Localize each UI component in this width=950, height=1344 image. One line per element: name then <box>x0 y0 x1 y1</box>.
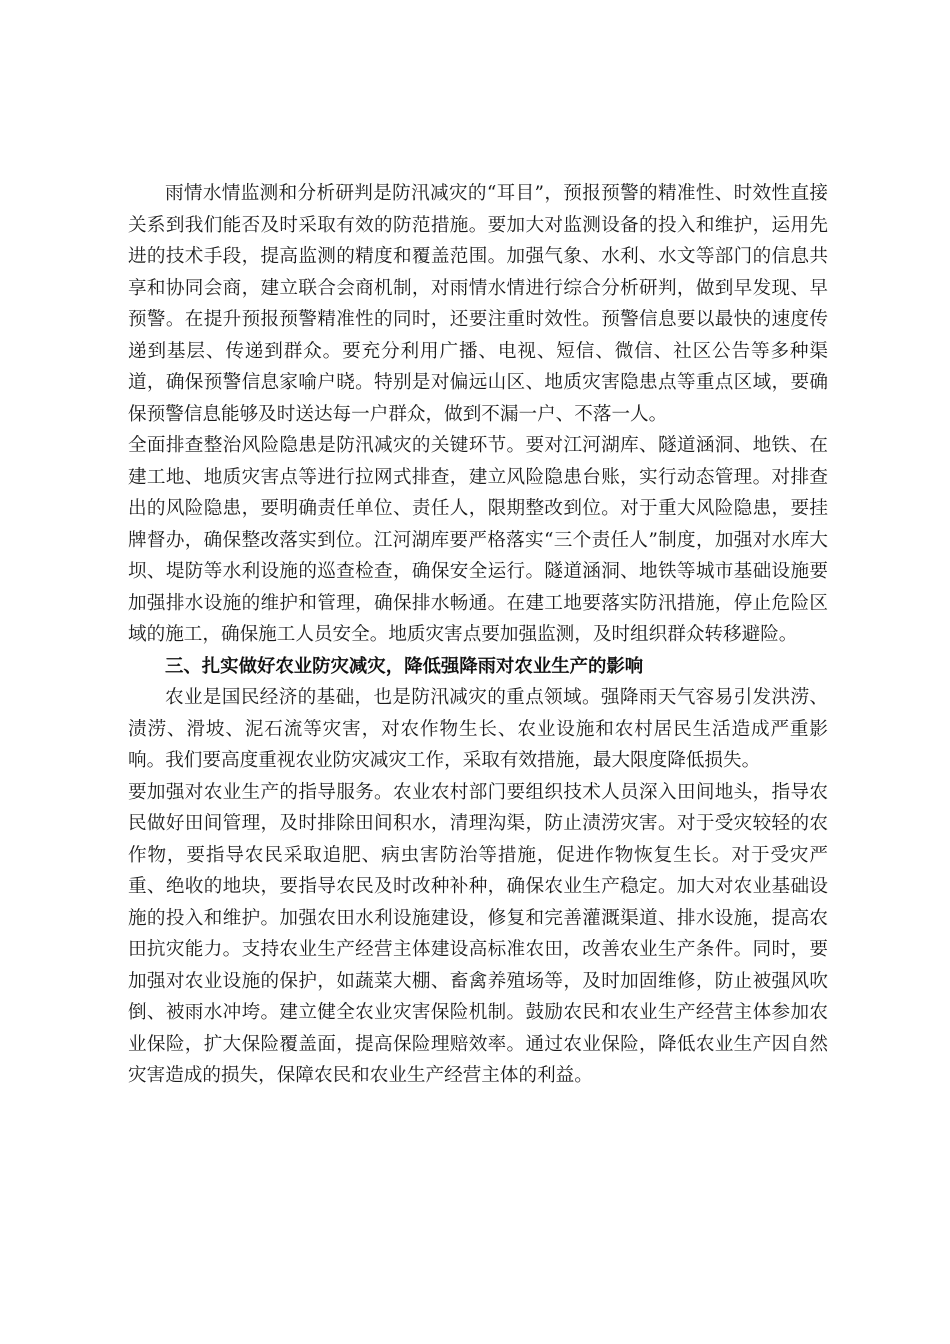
paragraph-risk-inspection: 全面排查整治风险隐患是防汛减灾的关键环节。要对江河湖库、隧道涵洞、地铁、在建工地、地质灾害点等进行拉网式排查，建立风险隐患台账，实行动态管理。对排查出的风险隐患，要明确责任单位、责任人，限期整改到位。对于重大风险隐患，要挂牌督办，确保整改落实到位。江河湖库要严格落实“三个责任人”制度，加强对水库大坝、堤防等水利设施的巡查检查，确保安全运行。隧道涵洞、地铁等城市基础设施要加强排水设施的维护和管理，确保排水畅通。在建工地要落实防汛措施，停止危险区域的施工，确保施工人员安全。地质灾害点要加强监测，及时组织群众转移避险。 <box>128 435 828 645</box>
paragraph-agriculture-intro: 农业是国民经济的基础，也是防汛减灾的重点领域。强降雨天气容易引发洪涝、渍涝、滑坡、泥石流等灾害，对农作物生长、农业设施和农村居民生活造成严重影响。我们要高度重视农业防灾减灾工作，采取有效措施，最大限度降低损失。 <box>128 687 828 771</box>
paragraph-agriculture-measures: 要加强对农业生产的指导服务。农业农村部门要组织技术人员深入田间地头，指导农民做好田间管理，及时排除田间积水，清理沟渠，防止渍涝灾害。对于受灾较轻的农作物，要指导农民采取追肥、病虫害防治等措施，促进作物恢复生长。对于受灾严重、绝收的地块，要指导农民及时改种补种，确保农业生产稳定。加大对农业基础设施的投入和维护。加强农田水利设施建设，修复和完善灌溉渠道、排水设施，提高农田抗灾能力。支持农业生产经营主体建设高标准农田，改善农业生产条件。同时，要加强对农业设施的保护，如蔬菜大棚、畜禽养殖场等，及时加固维修，防止被强风吹倒、被雨水冲垮。建立健全农业灾害保险机制。鼓励农民和农业生产经营主体参加农业保险，扩大保险覆盖面，提高保险理赔效率。通过农业保险，降低农业生产因自然灾害造成的损失，保障农民和农业生产经营主体的利益。 <box>128 781 828 1086</box>
paragraph-monitoring-warning: 雨情水情监测和分析研判是防汛减灾的“耳目”，预报预警的精准性、时效性直接关系到我们能否及时采取有效的防范措施。要加大对监测设备的投入和维护，运用先进的技术手段，提高监测的精度和覆盖范围。加强气象、水利、水文等部门的信息共享和协同会商，建立联合会商机制，对雨情水情进行综合分析研判，做到早发现、早预警。在提升预报预警精准性的同时，还要注重时效性。预警信息要以最快的速度传递到基层、传递到群众。要充分利用广播、电视、短信、微信、社区公告等多种渠道，确保预警信息家喻户晓。特别是对偏远山区、地质灾害隐患点等重点区域，要确保预警信息能够及时送达每一户群众，做到不漏一户、不落一人。 <box>128 183 828 425</box>
section-heading-agriculture: 三、扎实做好农业防灾减灾，降低强降雨对农业生产的影响 <box>165 655 644 677</box>
document-body <box>128 178 828 1092</box>
